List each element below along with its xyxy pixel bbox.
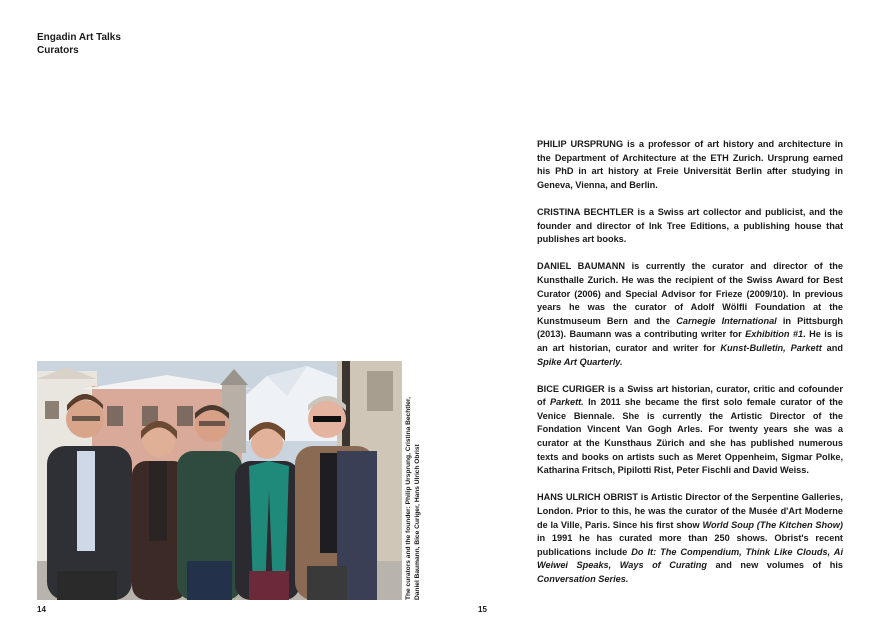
bio-name: HANS ULRICH OBRIST [537,492,639,503]
header-subtitle: Curators [37,45,79,56]
caption-line-2: Daniel Baumann, Bice Curiger, Hans Ulrich Obrist [414,444,421,600]
bio-cristina-bechtler: CRISTINA BECHTLER is a Swiss art collector and publicist, and the founder and director of Ink Tree Editions, a publishing house that publishes art books. [537,206,843,245]
bio-name: BICE CURIGER [537,383,605,394]
page-number-right: 15 [478,605,487,614]
bio-bice-curiger: BICE CURIGER is a Swiss art historian, curator, critic and cofounder of Parkett. In 2011 she became the first solo female curator of the Venice Biennale. She is currently the Artistic Director of the Fondation Vincent Van Gogh Arles. For twenty years she was a curator at the Kunsthaus Zürich and she has published numerous texts and books on artists such as Meret Oppenheim, Sigmar Polke, Katharina Fritsch, Pipilotti Rist, Peter Fischli and David Weiss. [537,383,843,476]
curator-bios [537,138,843,600]
photo-caption [404,361,426,600]
page-number-left: 14 [37,605,46,614]
right-page [440,0,880,637]
page-header [37,31,121,57]
bio-name: CRISTINA BECHTLER [537,206,634,217]
bio-name: PHILIP URSPRUNG [537,139,624,149]
header-title: Engadin Art Talks [37,32,121,43]
bio-philip-ursprung: PHILIP URSPRUNG is a professor of art history and architecture in the Department of Architecture at the ETH Zurich. Ursprung earned his PhD in art history at Freie Universität Berlin after studying in Geneva, Vienna, and Berlin. [537,139,843,190]
group-photo [37,361,402,600]
bio-hans-ulrich-obrist: HANS ULRICH OBRIST is Artistic Director of the Serpentine Galleries, London. Prior to this, he was the curator of the Musée d'Art Moderne de la Ville, Paris. Since his first show World Soup (The Kitchen Show) in 1991 he has curated more than 250 shows. Obrist's recent publications include Do It: The Compendium, Think Like Clouds, Ai Weiwei Speaks, Ways of Curating and new volumes of his Conversation Series. [537,492,843,584]
bio-name: DANIEL BAUMANN [537,261,626,272]
bio-daniel-baumann: DANIEL BAUMANN is currently the curator and director of the Kunsthalle Zurich. He was the recipient of the Swiss Award for Best Curator (2006) and Special Advisor for Frieze (2009/10). In previous years he was the curator of Adolf Wölfli Foundation at the Kunstmuseum Bern and the Carnegie International in Pittsburgh (2013). Baumann was a contributing writer for Exhibition #1. He is is an art historian, curator and writer for Kunst-Bulletin, Parkett and Spike Art Quarterly. [537,261,844,367]
caption-line-1: The curators and the founder: Philip Ursprung, Cristina Bechtler, [405,397,412,600]
